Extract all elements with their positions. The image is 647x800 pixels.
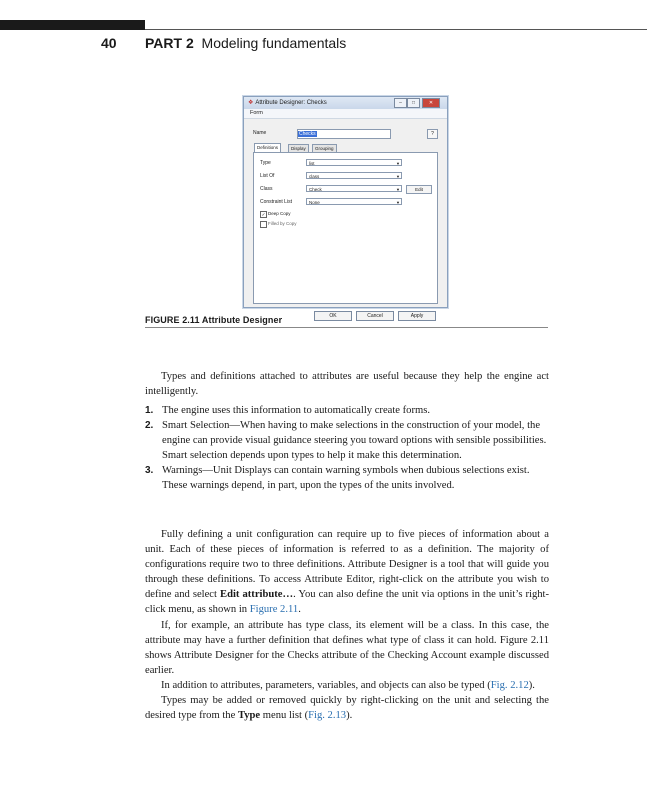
- intro-paragraph: Types and definitions attached to attributes are useful because they help the engine act intelligently.: [145, 371, 549, 398]
- chevron-down-icon: ▼: [396, 187, 400, 192]
- running-header: [145, 35, 346, 51]
- window-titlebar: [244, 97, 447, 109]
- tab-grouping[interactable]: Grouping: [312, 144, 337, 153]
- list-number: 3.: [145, 465, 154, 477]
- tab-display[interactable]: Display: [288, 144, 309, 153]
- part-label: PART 2: [145, 35, 194, 51]
- header-black-bar: [0, 20, 145, 30]
- help-button[interactable]: ?: [427, 129, 438, 139]
- tab-definitions[interactable]: Definitions: [254, 143, 281, 153]
- filled-by-copy-checkbox[interactable]: [260, 221, 267, 228]
- menu-bar: [244, 109, 447, 119]
- paragraph-text: .: [298, 604, 301, 616]
- list-item: [145, 463, 549, 493]
- list-number: 2.: [145, 420, 154, 432]
- name-label: Name: [253, 130, 267, 136]
- paragraph-definitions: [145, 527, 549, 618]
- paragraph-text: Types may be added or removed quickly by right-clicking on the unit and selecting the desired type from the: [145, 695, 549, 722]
- list-text: Warnings—Unit Displays can contain warning symbols when dubious selections exist. These warnings depend, in part, upon the types of the units involved.: [162, 465, 530, 492]
- paragraph-text: menu list (: [260, 710, 309, 722]
- minimize-icon[interactable]: –: [394, 98, 407, 108]
- deep-copy-label: Deep Copy: [268, 211, 291, 216]
- paragraph-example: If, for example, an attribute has type class, its element will be a class. In this case, the attribute may have a further definition that defines what type of class it can hold. Figure 2.11 shows Attribute Designer for the Checks attribute of the Checking Account example discussed earlier.: [145, 619, 549, 676]
- paragraph-text: ).: [346, 710, 353, 722]
- figure-link[interactable]: Figure 2.11: [249, 604, 299, 616]
- list-number: 1.: [145, 405, 154, 416]
- caption-rule: [145, 327, 548, 328]
- chevron-down-icon: ▼: [396, 161, 400, 166]
- type-label: Type: [260, 160, 271, 166]
- maximize-icon[interactable]: □: [407, 98, 420, 108]
- constraint-list-select[interactable]: [306, 198, 402, 205]
- name-input[interactable]: [297, 129, 391, 139]
- body-paragraphs: [145, 527, 549, 723]
- deep-copy-checkbox[interactable]: ✓: [261, 212, 266, 217]
- class-value: Check: [309, 187, 322, 192]
- menu-form[interactable]: Form: [250, 110, 263, 116]
- paragraph-typed: [145, 678, 549, 693]
- paragraph-text: In addition to attributes, parameters, variables, and objects can also be typed (: [161, 679, 491, 691]
- list-item: [145, 403, 549, 418]
- type-menu-term: Type: [237, 710, 261, 722]
- part-title: Modeling fundamentals: [201, 35, 347, 51]
- close-icon[interactable]: ✕: [422, 98, 440, 108]
- constraint-list-label: Constraint List: [260, 199, 292, 205]
- page-number: 40: [101, 35, 117, 51]
- figure-link[interactable]: Fig. 2.12: [490, 679, 529, 691]
- window-title: Attribute Designer: Checks: [255, 100, 327, 106]
- definitions-panel: [253, 152, 438, 304]
- paragraph-types-menu: [145, 693, 549, 723]
- edit-attribute-term: Edit attribute…: [220, 589, 294, 601]
- figure-link[interactable]: Fig. 2.13: [308, 710, 347, 722]
- list-of-label: List Of: [260, 173, 275, 179]
- list-text: Smart Selection—When having to make selections in the construction of your model, the engine can provide visual guidance steering you toward options with sensible possibilities. Smart selection depends upon types to help it make this determination.: [162, 420, 547, 462]
- filled-by-copy-label: Filled by Copy: [268, 221, 297, 226]
- constraint-list-value: None: [309, 200, 320, 205]
- numbered-list: [145, 403, 549, 494]
- attribute-designer-window: [243, 96, 448, 319]
- list-of-select[interactable]: [306, 172, 402, 179]
- name-value: Checks: [299, 131, 316, 137]
- paragraph-text: . You can also define the unit via options in the unit’s right-click menu, as shown in: [145, 589, 550, 616]
- dialog-client: [244, 119, 447, 319]
- list-item: [145, 418, 549, 463]
- list-text: The engine uses this information to automatically create forms.: [162, 405, 430, 416]
- edit-button[interactable]: Edit: [406, 185, 432, 194]
- class-select[interactable]: [306, 185, 402, 192]
- paragraph-text: ).: [528, 679, 535, 691]
- apply-button[interactable]: Apply: [398, 311, 436, 321]
- header-rule: [145, 29, 647, 30]
- type-select[interactable]: [306, 159, 402, 166]
- chevron-down-icon: ▼: [396, 200, 400, 205]
- app-icon: ❖: [248, 100, 254, 106]
- class-label: Class: [260, 186, 273, 192]
- list-of-value: class: [309, 174, 320, 179]
- type-value: list: [309, 161, 315, 166]
- figure-caption: FIGURE 2.11 Attribute Designer: [145, 315, 283, 325]
- cancel-button[interactable]: Cancel: [356, 311, 394, 321]
- chevron-down-icon: ▼: [396, 174, 400, 179]
- ok-button[interactable]: OK: [314, 311, 352, 321]
- paragraph-text: Fully defining a unit configuration can require up to five pieces of information about a unit. Each of these pieces of information is referred to as a definition. The majority of configurations require two to three definitions. Attribute Designer is a tool that will guide you through these definitions. To access Attribute Editor, right-click on the attribute you wish to define and select: [145, 529, 549, 601]
